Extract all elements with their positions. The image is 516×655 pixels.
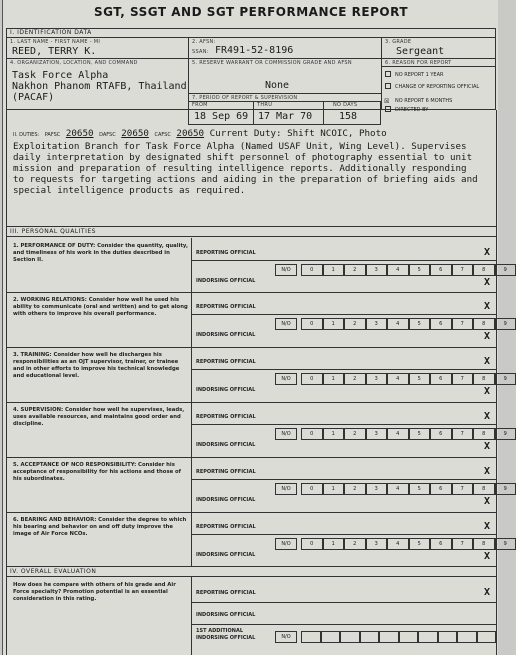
quality-5-text: 5. ACCEPTANCE OF NCO RESPONSIBILITY: Consider his acceptance of responsibility for his actions and those of his subordinates.	[13, 462, 181, 482]
reason-option-1: NO REPORT 1 YEAR	[395, 72, 444, 78]
quality-4-scale-1[interactable]: 1	[323, 428, 345, 440]
quality-1-scale-9[interactable]: 9	[495, 264, 516, 276]
quality-vline	[191, 402, 192, 457]
quality-1-no-cell[interactable]: N/O	[275, 264, 297, 276]
quality-2-scale-3[interactable]: 3	[366, 318, 388, 330]
from-label: FROM	[192, 102, 208, 108]
organization-line1: Task Force Alpha	[12, 70, 109, 81]
quality-vline	[191, 238, 192, 292]
quality-1-reporting-x: X	[484, 247, 491, 258]
quality-2-indorsing-label: INDORSING OFFICIAL	[196, 332, 256, 338]
duties-section	[13, 128, 493, 196]
quality-4-scale-7[interactable]: 7	[452, 428, 474, 440]
quality-4-indorsing-x: X	[484, 441, 491, 452]
quality-3-indorsing-label: INDORSING OFFICIAL	[196, 387, 256, 393]
quality-row-divider	[191, 534, 496, 535]
quality-2-scale-5[interactable]: 5	[409, 318, 431, 330]
quality-6-reporting-x: X	[484, 521, 491, 532]
quality-2-scale-4[interactable]: 4	[387, 318, 409, 330]
quality-1-scale-7[interactable]: 7	[452, 264, 474, 276]
section3-heading: III. PERSONAL QUALITIES	[10, 228, 96, 235]
quality-2-scale-8[interactable]: 8	[473, 318, 495, 330]
quality-5-scale-3[interactable]: 3	[366, 483, 388, 495]
quality-1-scale-2[interactable]: 2	[344, 264, 366, 276]
thru-label: THRU	[257, 102, 273, 108]
quality-4-scale-9[interactable]: 9	[495, 428, 516, 440]
quality-divider	[6, 457, 496, 458]
duty-line-4: mission and preparation of resulting intelligence reports. Additionally responding	[13, 163, 467, 174]
quality-5-scale-4[interactable]: 4	[387, 483, 409, 495]
section4-heading: IV. OVERALL EVALUATION	[10, 568, 97, 575]
quality-1-scale-5[interactable]: 5	[409, 264, 431, 276]
quality-6-scale-5[interactable]: 5	[409, 538, 431, 550]
quality-3-scale-2[interactable]: 2	[344, 373, 366, 385]
quality-5-scale-1[interactable]: 1	[323, 483, 345, 495]
quality-divider	[6, 566, 496, 567]
reason-checkbox-2[interactable]	[385, 83, 391, 89]
quality-6-text: 6. BEARING AND BEHAVIOR: Consider the degree to which his bearing and behavior on and off duty improve the image of Air Force NCOs.	[13, 517, 187, 537]
reason-option-2: CHANGE OF REPORTING OFFICIAL	[395, 84, 480, 90]
quality-3-indorsing-x: X	[484, 386, 491, 397]
quality-4-text: 4. SUPERVISION: Consider how well he supervises, leads, uses available resources, and maintains good order and discipline.	[13, 407, 185, 427]
overall-reporting-label: REPORTING OFFICIAL	[196, 590, 256, 596]
quality-6-indorsing-label: INDORSING OFFICIAL	[196, 552, 256, 558]
overall-scale-cell-9[interactable]	[477, 631, 497, 643]
quality-2-reporting-x: X	[484, 301, 491, 312]
overall-scale-cell-1[interactable]	[321, 631, 341, 643]
quality-2-text: 2. WORKING RELATIONS: Consider how well he used his ability to communicate (oral and written) and to get along with others to improve his overall performance.	[13, 297, 188, 317]
ssan-label: SSAN:	[192, 49, 209, 55]
afsn-label: 2. AFSN:	[192, 39, 216, 45]
quality-1-indorsing-label: INDORSING OFFICIAL	[196, 278, 256, 284]
from-value: 18 Sep 69	[194, 111, 249, 122]
quality-divider	[6, 347, 496, 348]
quality-3-scale-6[interactable]: 6	[430, 373, 452, 385]
quality-1-text: 1. PERFORMANCE OF DUTY: Consider the quantity, quality, and timeliness of his work in the duties described in Section II.	[13, 243, 188, 263]
quality-5-reporting-x: X	[484, 466, 491, 477]
quality-5-scale-8[interactable]: 8	[473, 483, 495, 495]
quality-vline	[191, 347, 192, 402]
quality-3-text: 3. TRAINING: Consider how well he discharges his responsibilities as an OJT supervisor, trainer, or trainee and in other efforts to improve his technical knowledge and educational level.	[13, 352, 180, 379]
quality-4-reporting-x: X	[484, 411, 491, 422]
performance-report-page	[2, 0, 507, 655]
quality-vline	[191, 457, 192, 512]
overall-reporting-x: X	[484, 587, 491, 598]
quality-4-no-cell[interactable]: N/O	[275, 428, 297, 440]
quality-1-indorsing-x: X	[484, 277, 491, 288]
dafsc-value: 20650	[121, 128, 149, 139]
reserve-label: 5. RESERVE WARRANT OR COMMISSION GRADE AND AFSN	[192, 60, 352, 66]
quality-2-indorsing-x: X	[484, 331, 491, 342]
quality-2-scale-9[interactable]: 9	[495, 318, 516, 330]
quality-5-scale-9[interactable]: 9	[495, 483, 516, 495]
quality-row-divider	[191, 314, 496, 315]
quality-row-divider	[191, 424, 496, 425]
overall-indorsing-label: INDORSING OFFICIAL	[196, 612, 256, 618]
reason-option-4: DIRECTED BY	[395, 107, 429, 113]
duty-line-2: Exploitation Branch for Task Force Alpha (Named USAF Unit, Wing Level). Supervises	[13, 141, 467, 152]
quality-5-scale-7[interactable]: 7	[452, 483, 474, 495]
organization-line3: (PACAF)	[12, 92, 55, 103]
reserve-value: None	[265, 80, 290, 91]
quality-2-scale-1[interactable]: 1	[323, 318, 345, 330]
duty-line-3: daily interpretation by designated shift personnel of photography essential to unit	[13, 152, 473, 163]
quality-vline	[191, 292, 192, 347]
quality-6-scale-2[interactable]: 2	[344, 538, 366, 550]
quality-6-scale-8[interactable]: 8	[473, 538, 495, 550]
thru-value: 17 Mar 70	[258, 111, 313, 122]
overall-additional-label: 1ST ADDITIONAL INDORSING OFFICIAL	[196, 628, 256, 641]
days-label: NO DAYS	[333, 102, 358, 108]
duty-line-5: to requests for targeting actions and aiding in the preparation of briefing aids and	[13, 174, 478, 185]
quality-2-scale-7[interactable]: 7	[452, 318, 474, 330]
pafsc-label: PAFSC	[44, 132, 61, 138]
quality-4-scale-5[interactable]: 5	[409, 428, 431, 440]
overall-scale-cell-5[interactable]	[399, 631, 419, 643]
quality-vline	[191, 512, 192, 566]
reason-checkbox-1[interactable]	[385, 71, 391, 77]
quality-4-scale-3[interactable]: 3	[366, 428, 388, 440]
quality-6-scale-4[interactable]: 4	[387, 538, 409, 550]
quality-3-scale-0[interactable]: 0	[301, 373, 323, 385]
quality-3-scale-7[interactable]: 7	[452, 373, 474, 385]
quality-3-no-cell[interactable]: N/O	[275, 373, 297, 385]
organization-label: 4. ORGANIZATION, LOCATION, AND COMMAND	[10, 60, 138, 66]
quality-2-scale-0[interactable]: 0	[301, 318, 323, 330]
overall-scale-cell-6[interactable]	[418, 631, 438, 643]
overall-scale-cell-2[interactable]	[340, 631, 360, 643]
reason-label: 6. REASON FOR REPORT	[385, 60, 452, 66]
quality-5-scale-2[interactable]: 2	[344, 483, 366, 495]
duties-heading: II. DUTIES:	[13, 132, 40, 138]
duty-line-1: Current Duty: Shift NCOIC, Photo	[209, 128, 387, 139]
quality-5-no-cell[interactable]: N/O	[275, 483, 297, 495]
form-title: SGT, SSGT AND SGT PERFORMANCE REPORT	[94, 5, 408, 19]
quality-3-scale-8[interactable]: 8	[473, 373, 495, 385]
quality-6-no-cell[interactable]: N/O	[275, 538, 297, 550]
quality-4-reporting-label: REPORTING OFFICIAL	[196, 414, 256, 420]
pafsc-value: 20650	[65, 128, 94, 139]
quality-3-scale-3[interactable]: 3	[366, 373, 388, 385]
quality-5-scale-0[interactable]: 0	[301, 483, 323, 495]
overall-scale-cell-4[interactable]	[379, 631, 399, 643]
dafsc-label: DAFSC	[99, 132, 116, 138]
name-value: REED, TERRY K.	[12, 46, 97, 57]
quality-5-indorsing-label: INDORSING OFFICIAL	[196, 497, 256, 503]
quality-1-scale-6[interactable]: 6	[430, 264, 452, 276]
quality-1-scale-8[interactable]: 8	[473, 264, 495, 276]
quality-6-scale-0[interactable]: 0	[301, 538, 323, 550]
quality-5-indorsing-x: X	[484, 496, 491, 507]
quality-3-scale-5[interactable]: 5	[409, 373, 431, 385]
overall-scale-cell-7[interactable]	[438, 631, 458, 643]
quality-3-scale-9[interactable]: 9	[495, 373, 516, 385]
quality-4-scale-4[interactable]: 4	[387, 428, 409, 440]
quality-6-reporting-label: REPORTING OFFICIAL	[196, 524, 256, 530]
period-label: 7. PERIOD OF REPORT & SUPERVISION	[192, 95, 298, 101]
quality-3-reporting-label: REPORTING OFFICIAL	[196, 359, 256, 365]
quality-5-reporting-label: REPORTING OFFICIAL	[196, 469, 256, 475]
days-value: 158	[339, 111, 358, 122]
overall-no-cell[interactable]: N/O	[275, 631, 297, 643]
quality-2-scale-6[interactable]: 6	[430, 318, 452, 330]
quality-2-no-cell[interactable]: N/O	[275, 318, 297, 330]
quality-5-scale-6[interactable]: 6	[430, 483, 452, 495]
quality-row-divider	[191, 260, 496, 261]
grade-label: 3. GRADE	[385, 39, 412, 45]
quality-6-indorsing-x: X	[484, 551, 491, 562]
overall-question: How does he compare with others of his grade and Air Force specialty? Promotion potential is an essential consideration in this rating.	[13, 582, 176, 602]
quality-3-reporting-x: X	[484, 356, 491, 367]
quality-1-reporting-label: REPORTING OFFICIAL	[196, 250, 256, 256]
quality-1-scale-3[interactable]: 3	[366, 264, 388, 276]
section1-heading: I. IDENTIFICATION DATA	[10, 29, 92, 36]
quality-divider	[6, 292, 496, 293]
quality-3-scale-1[interactable]: 1	[323, 373, 345, 385]
quality-6-scale-7[interactable]: 7	[452, 538, 474, 550]
quality-5-scale-5[interactable]: 5	[409, 483, 431, 495]
quality-4-scale-8[interactable]: 8	[473, 428, 495, 440]
quality-divider	[6, 402, 496, 403]
quality-1-scale-4[interactable]: 4	[387, 264, 409, 276]
name-label: 1. LAST NAME - FIRST NAME - MI	[10, 39, 101, 45]
reason-checkbox-4[interactable]	[385, 106, 391, 112]
overall-scale-cell-3[interactable]	[360, 631, 380, 643]
grade-value: Sergeant	[396, 46, 445, 57]
quality-1-scale-0[interactable]: 0	[301, 264, 323, 276]
overall-scale-cell-8[interactable]	[457, 631, 477, 643]
quality-4-scale-2[interactable]: 2	[344, 428, 366, 440]
quality-6-scale-6[interactable]: 6	[430, 538, 452, 550]
quality-6-scale-1[interactable]: 1	[323, 538, 345, 550]
quality-row-divider	[191, 369, 496, 370]
cafsc-value: 20650	[176, 128, 205, 139]
quality-2-reporting-label: REPORTING OFFICIAL	[196, 304, 256, 310]
quality-4-indorsing-label: INDORSING OFFICIAL	[196, 442, 256, 448]
cafsc-label: CAFSC	[154, 132, 171, 138]
organization-line2: Nakhon Phanom RTAFB, Thailand	[12, 81, 187, 92]
quality-4-scale-6[interactable]: 6	[430, 428, 452, 440]
quality-3-scale-4[interactable]: 4	[387, 373, 409, 385]
ssan-value: FR491-52-8196	[215, 45, 294, 56]
quality-divider	[6, 512, 496, 513]
quality-6-scale-9[interactable]: 9	[495, 538, 516, 550]
quality-4-scale-0[interactable]: 0	[301, 428, 323, 440]
quality-1-scale-1[interactable]: 1	[323, 264, 345, 276]
quality-6-scale-3[interactable]: 3	[366, 538, 388, 550]
quality-2-scale-2[interactable]: 2	[344, 318, 366, 330]
reason-option-3: NO REPORT 6 MONTHS	[395, 98, 453, 104]
reason-checked-mark: ☒	[384, 96, 390, 106]
quality-row-divider	[191, 479, 496, 480]
duty-line-6: special intelligence products as required.	[13, 185, 246, 196]
overall-scale-cell-0[interactable]	[301, 631, 321, 643]
